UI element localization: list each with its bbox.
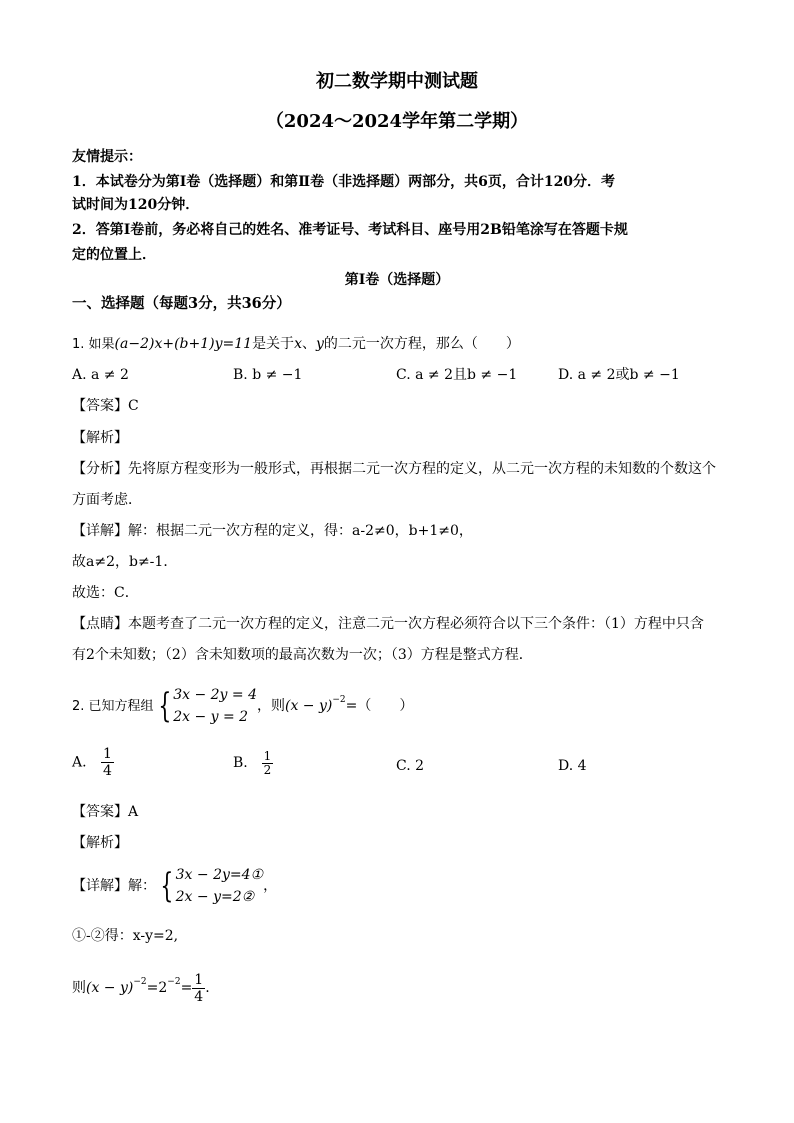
system-brace: { xyxy=(160,866,174,906)
question-2-tail-a: ，则 xyxy=(256,698,285,714)
q2-step2-exponent-2: −2 xyxy=(167,977,181,987)
question-1-expression: (a−2)x+(b+1)y=11 xyxy=(114,336,253,352)
question-1-stem xyxy=(72,334,520,355)
q1-answer: 【答案】C xyxy=(72,398,139,414)
system-brace: { xyxy=(157,686,171,726)
q1-note-line1: 【点睛】本题考查了二元一次方程的定义，注意二元一次方程必须符合以下三个条件：（1）方程中只含 xyxy=(72,616,704,632)
volume-title: 第Ⅰ卷（选择题） xyxy=(344,272,450,288)
q2-step2-expression: (x − y) xyxy=(86,980,134,996)
q1-detail-line2: 故a≠2，b≠-1． xyxy=(72,554,178,570)
q2-option-b-fraction xyxy=(262,750,274,777)
question-1-number: 1. 如果 xyxy=(72,337,115,352)
var-sep: 、 xyxy=(301,336,316,352)
question-2-tail-b: =（ ） xyxy=(345,698,414,714)
tip2-line1: 2．答第Ⅰ卷前，务必将自己的姓名、准考证号、考试科目、座号用2B铅笔涂写在答题卡规 xyxy=(72,222,628,238)
q1-fenxi-line2: 方面考虑． xyxy=(72,492,142,508)
q2-step2-fraction xyxy=(192,972,205,1005)
question-1-mid: 是关于 xyxy=(252,336,295,352)
fraction-denominator: 4 xyxy=(194,988,204,1005)
solution-system xyxy=(176,864,263,908)
question-2-stem xyxy=(72,678,413,729)
q2-step2-mid: =2 xyxy=(146,980,168,996)
q2-detail-line xyxy=(72,862,277,910)
q2-detail-comma: ， xyxy=(263,878,278,894)
var-x: x xyxy=(294,336,302,352)
q2-option-b xyxy=(233,750,273,777)
question-2-expression: (x − y) xyxy=(284,698,333,714)
q2-option-a-fraction xyxy=(101,746,114,779)
q1-option-c: C. a ≠ 2且b ≠ −1 xyxy=(396,367,518,383)
tips-heading: 友情提示： xyxy=(72,149,142,165)
q1-option-d: D. a ≠ 2或b ≠ −1 xyxy=(558,367,680,383)
q2-option-b-label: B. xyxy=(233,755,248,771)
q2-option-a xyxy=(72,746,114,779)
fraction-numerator: 1 xyxy=(103,746,112,762)
tip1-line2: 试时间为120分钟． xyxy=(72,197,200,213)
q2-step2-exponent: −2 xyxy=(133,977,147,987)
solution-eq-2: 2x − y=2② xyxy=(175,889,255,905)
q1-note-line2: 有2个未知数；（2）含未知数项的最高次数为一次；（3）方程是整式方程． xyxy=(72,647,533,663)
equation-system xyxy=(173,684,257,728)
q1-detail-line1: 【详解】解：根据二元一次方程的定义，得：a-2≠0，b+1≠0， xyxy=(72,523,473,539)
q2-option-a-label: A. xyxy=(72,754,87,771)
solution-eq-1: 3x − 2y=4① xyxy=(175,867,264,883)
q2-detail-label: 【详解】解： xyxy=(72,878,156,894)
fraction-denominator: 2 xyxy=(263,763,272,777)
q1-analysis-label: 【解析】 xyxy=(72,430,128,446)
q2-step-1: ①-②得：x-y=2, xyxy=(72,928,179,944)
page-subtitle: （2024～2024学年第二学期） xyxy=(265,111,529,132)
question-2-exponent: −2 xyxy=(332,695,346,705)
section-title: 一、选择题（每题3分，共36分） xyxy=(72,295,291,312)
q2-step2-prefix: 则 xyxy=(72,980,86,996)
fraction-numerator: 1 xyxy=(194,971,204,988)
system-eq-2: 2x − y = 2 xyxy=(173,709,249,725)
fraction-denominator: 4 xyxy=(103,763,112,779)
q2-option-d: D. 4 xyxy=(558,758,587,774)
q1-option-b: B. b ≠ −1 xyxy=(233,367,303,383)
fraction-numerator: 1 xyxy=(263,749,272,763)
page-title: 初二数学期中测试题 xyxy=(316,71,478,92)
tip2-line2: 定的位置上． xyxy=(72,247,156,263)
question-2-number: 2. 已知方程组 xyxy=(72,699,154,714)
q2-analysis-label: 【解析】 xyxy=(72,835,128,851)
q1-option-a: A. a ≠ 2 xyxy=(72,367,129,383)
q2-step2-equals: = xyxy=(180,980,193,996)
q1-fenxi-line1: 【分析】先将原方程变形为一般形式，再根据二元一次方程的定义，从二元一次方程的未知数的个数这个 xyxy=(72,461,716,477)
q2-option-c: C. 2 xyxy=(396,758,425,774)
system-eq-1: 3x − 2y = 4 xyxy=(173,687,257,703)
q2-step2-end: . xyxy=(205,980,210,996)
q1-choose: 故选：C． xyxy=(72,585,139,601)
q2-step-2 xyxy=(72,962,210,1008)
q2-answer: 【答案】A xyxy=(72,804,139,820)
var-y: y xyxy=(315,336,324,352)
question-1-tail: 的二元一次方程，那么（ ） xyxy=(323,336,520,352)
tip1-line1: 1．本试卷分为第Ⅰ卷（选择题）和第Ⅱ卷（非选择题）两部分，共6页，合计120分．考 xyxy=(72,174,616,190)
